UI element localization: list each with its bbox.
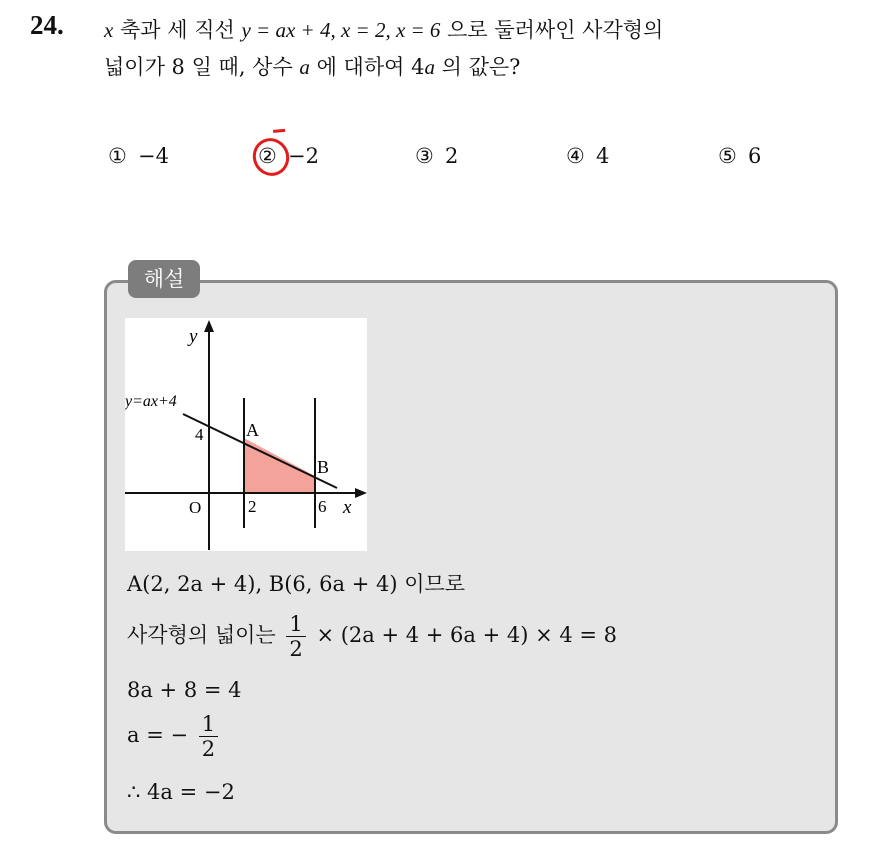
choice-4[interactable]: ④ 4 [566,144,610,168]
solution-line-2: 사각형의 넓이는 $\frac{1}{2}$ × (2a + 4 + 6a + 4) × 4 = 8 [127,612,618,661]
selected-answer-circle [247,132,296,182]
solution-line-1: A(2, 2a + 4), B(6, 6a + 4) 이므로 [127,572,466,596]
solution-line-3: 8a + 8 = 4 [127,678,242,702]
y-axis-label: y [189,326,198,347]
x-tick-6: 6 [318,497,327,516]
solution-graph [125,318,367,551]
x-axis-label: x [343,497,352,518]
line-label: y=ax+4 [125,393,177,410]
x-axis-arrow [355,488,367,498]
fraction-one-half-2: $\frac{1}{2}$ [199,712,218,761]
x-tick-2: 2 [248,497,257,516]
y-axis-arrow [204,320,214,332]
solution-tab-label: 해설 [128,260,200,298]
solution-line-4: a = − $\frac{1}{2}$ [127,712,222,761]
point-b-label: B [317,457,330,477]
choice-2[interactable]: ② −2 [258,144,319,168]
point-a-label: A [246,420,259,440]
question-number: 24. [30,10,64,40]
y-tick-4: 4 [195,425,204,444]
shaded-quadrilateral [244,438,315,493]
question-text-line-1: x 축과 세 직선 y = ax + 4, x = 2, x = 6 으로 둘러싸인 사각형의 [104,18,664,42]
choice-1[interactable]: ① −4 [108,144,169,168]
solution-line-5: ∴ 4a = −2 [127,780,235,804]
choice-3[interactable]: ③ 2 [415,144,459,168]
fraction-one-half: $\frac{1}{2}$ [286,612,305,661]
origin-label: O [189,498,202,517]
question-text-line-2: 넓이가 8 일 때, 상수 a 에 대하여 4a 의 값은? [104,55,521,79]
choice-5[interactable]: ⑤ 6 [718,144,762,168]
